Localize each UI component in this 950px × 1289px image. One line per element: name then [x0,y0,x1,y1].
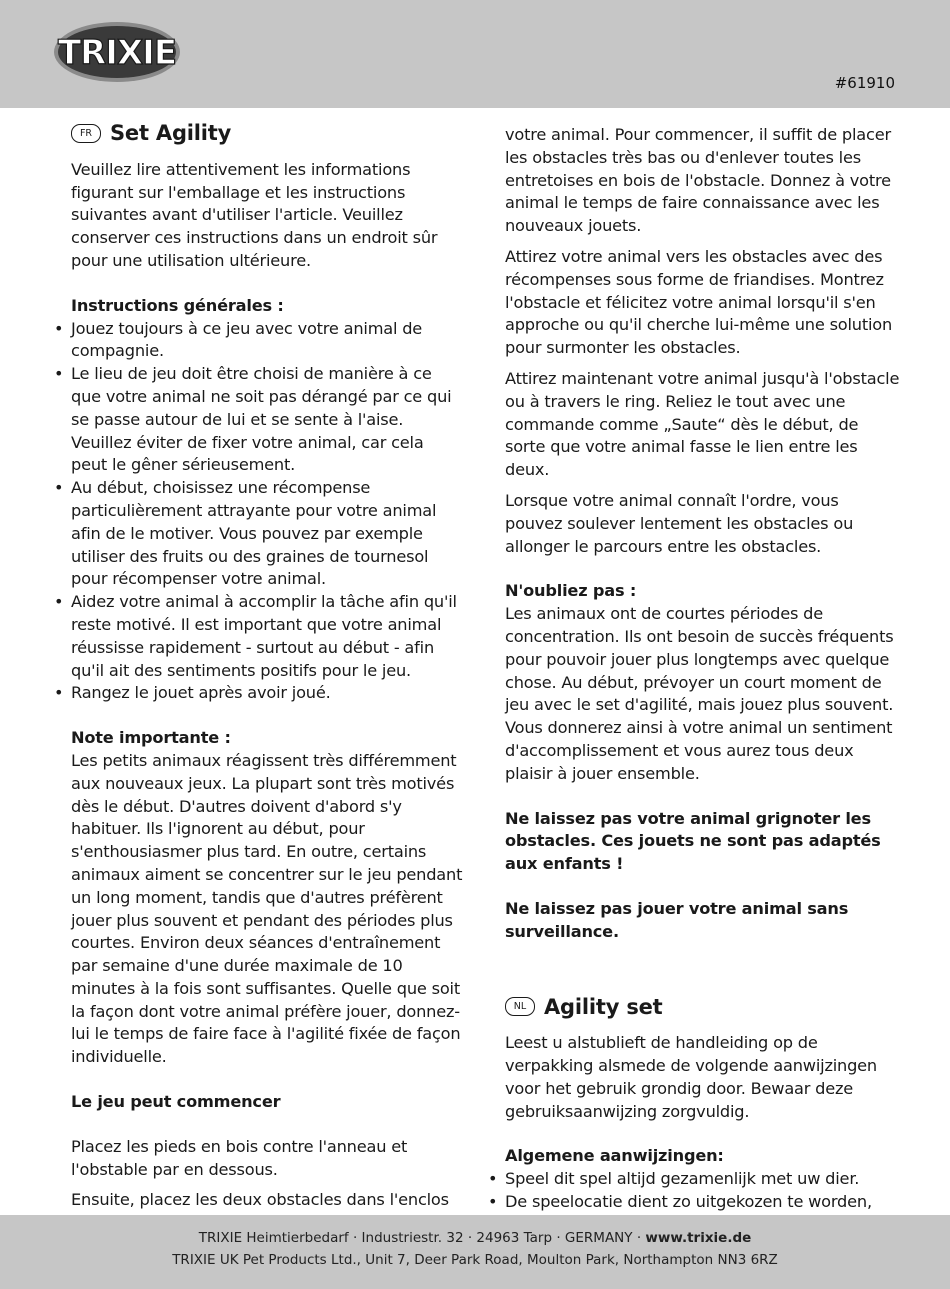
fr-intro: Veuillez lire attentivement les informations figurant sur l'emballage et les instructions suivantes avant d'utiliser l'article. Veuillez conserver ces instructions dans un endroit sûr pour une utilisation ultérieure. [71,159,438,270]
left-column [50,122,464,1235]
fr-game-paragraph-4: Attirez maintenant votre animal jusqu'à l'obstacle ou à travers le ring. Reliez le tout avec une commande comme „Saute“ dès le début, de sorte que votre animal fasse le lien entre les deux. [505,368,900,480]
article-number: #61910 [834,74,895,92]
fr-remember-heading: N'oubliez pas : [505,581,637,601]
nl-title: Agility set [544,994,663,1019]
list-item: • Aidez votre animal à accomplir la tâche afin qu'il reste motivé. Il est important que votre animal réussisse rapidement - surtout au début - afin qu'il ait des sentiments positifs pour le jeu. [50,591,464,682]
fr-game-paragraph-2-end: votre animal. Pour commencer, il suffit de placer les obstacles très bas ou d'enlever toutes les entretoises en bois de l'obstacle. Donnez à votre animal le temps de faire connaissance avec les nouveaux jouets. [505,125,891,236]
fr-general-list [50,318,464,706]
fr-game-heading: Le jeu peut commencer [71,1092,281,1112]
footer-address-uk: TRIXIE UK Pet Products Ltd., Unit 7, Deer Park Road, Moulton Park, Northampton NN3 6RZ [172,1252,778,1268]
footer-address-de [0,1215,950,1249]
fr-game-paragraph-3: Attirez votre animal vers les obstacles avec des récompenses sous forme de friandises. Montrez l'obstacle et félicitez votre animal lorsqu'il s'en approche ou qu'il cherche lui-même une solution pour surmonter les obstacles. [505,246,893,358]
fr-remember-text: Les animaux ont de courtes périodes de concentration. Ils ont besoin de succès fréquents pour pouvoir jouer plus longtemps avec quelque chose. Au début, prévoyer un court moment de jeu avec le set d'agilité, mais jouez plus souvent. Vous donnerez ainsi à votre animal un sentiment d'accomplissement et vous aurez tous deux plaisir à jouer ensemble. [505,604,894,783]
list-item: • Jouez toujours à ce jeu avec votre animal de compagnie. [50,318,464,364]
list-item: • De speelocatie dient zo uitgekozen te worden, [484,1191,900,1237]
fr-note-text: Les petits animaux réagissent très différemment aux nouveaux jeux. La plupart sont très motivés dès le début. D'autres doivent d'abord s'y habituer. Ils l'ignorent au début, pour s'enthousiasmer plus tard. En outre, certains animaux aiment se concentrer sur le jeu pendant un long moment, tandis que d'autres préfèrent jouer plus souvent et pendant des périodes plus courtes. Environ deux séances d'entraînement par semaine d'une durée maximale de 10 minutes à la fois sont suffisantes. Quelle que soit la façon dont votre animal préfère jouer, donnez-lui le temps de faire face à l'agilité fixée de façon individuelle. [71,750,463,1067]
list-item: • Au début, choisissez une récompense particulièrement attrayante pour votre animal afin de le motiver. Vous pouvez par exemple utiliser des fruits ou des graines de tournesol pour récompenser votre animal. [50,477,464,591]
list-item: • Speel dit spel altijd gezamenlijk met uw dier. [484,1168,900,1191]
fr-note-heading: Note importante : [71,728,231,748]
page-header [0,0,950,108]
fr-game-paragraph-5: Lorsque votre animal connaît l'ordre, vous pouvez soulever lentement les obstacles ou allonger le parcours entre les obstacles. [505,490,854,556]
nl-general-heading: Algemene aanwijzingen: [505,1146,724,1166]
nl-language-badge: NL [505,997,535,1016]
trixie-logo [52,20,182,84]
nl-section-title [505,996,900,1019]
right-column [484,124,900,1237]
list-item: • Le lieu de jeu doit être choisi de manière à ce que votre animal ne soit pas dérangé par ce qui se passe autour de lui et se sente à l'aise. Veuillez éviter de fixer votre animal, car cela peut le gêner sérieusement. [50,363,464,477]
fr-game-paragraph-1: Placez les pieds en bois contre l'anneau et l'obstable par en dessous. [71,1136,408,1179]
fr-general-heading: Instructions générales : [71,295,284,315]
nl-intro: Leest u alstublieft de handleiding op de verpakking alsmede de volgende aanwijzingen voor het gebruik grondig door. Bewaar deze gebruiksaanwijzing zorgvuldig. [505,1033,877,1121]
fr-warning-2: Ne laissez pas jouer votre animal sans surveillance. [505,898,849,941]
fr-warning-1: Ne laissez pas votre animal grignoter les obstacles. Ces jouets ne sont pas adaptés aux enfants ! [505,808,881,874]
footer-website-link[interactable]: www.trixie.de [645,1230,752,1246]
list-item: • Rangez le jouet après avoir joué. [50,682,464,705]
svg-text:TRIXIE: TRIXIE [57,33,177,73]
page-footer [0,1215,950,1289]
fr-game-paragraph-2-start: Ensuite, placez les deux obstacles dans l'enclos [71,1190,449,1210]
fr-section-title [71,122,464,145]
fr-title: Set Agility [110,121,232,145]
fr-language-badge: FR [71,124,101,143]
footer-address-de-text: TRIXIE Heimtierbedarf · Industriestr. 32 · 24963 Tarp · GERMANY · [198,1230,646,1246]
